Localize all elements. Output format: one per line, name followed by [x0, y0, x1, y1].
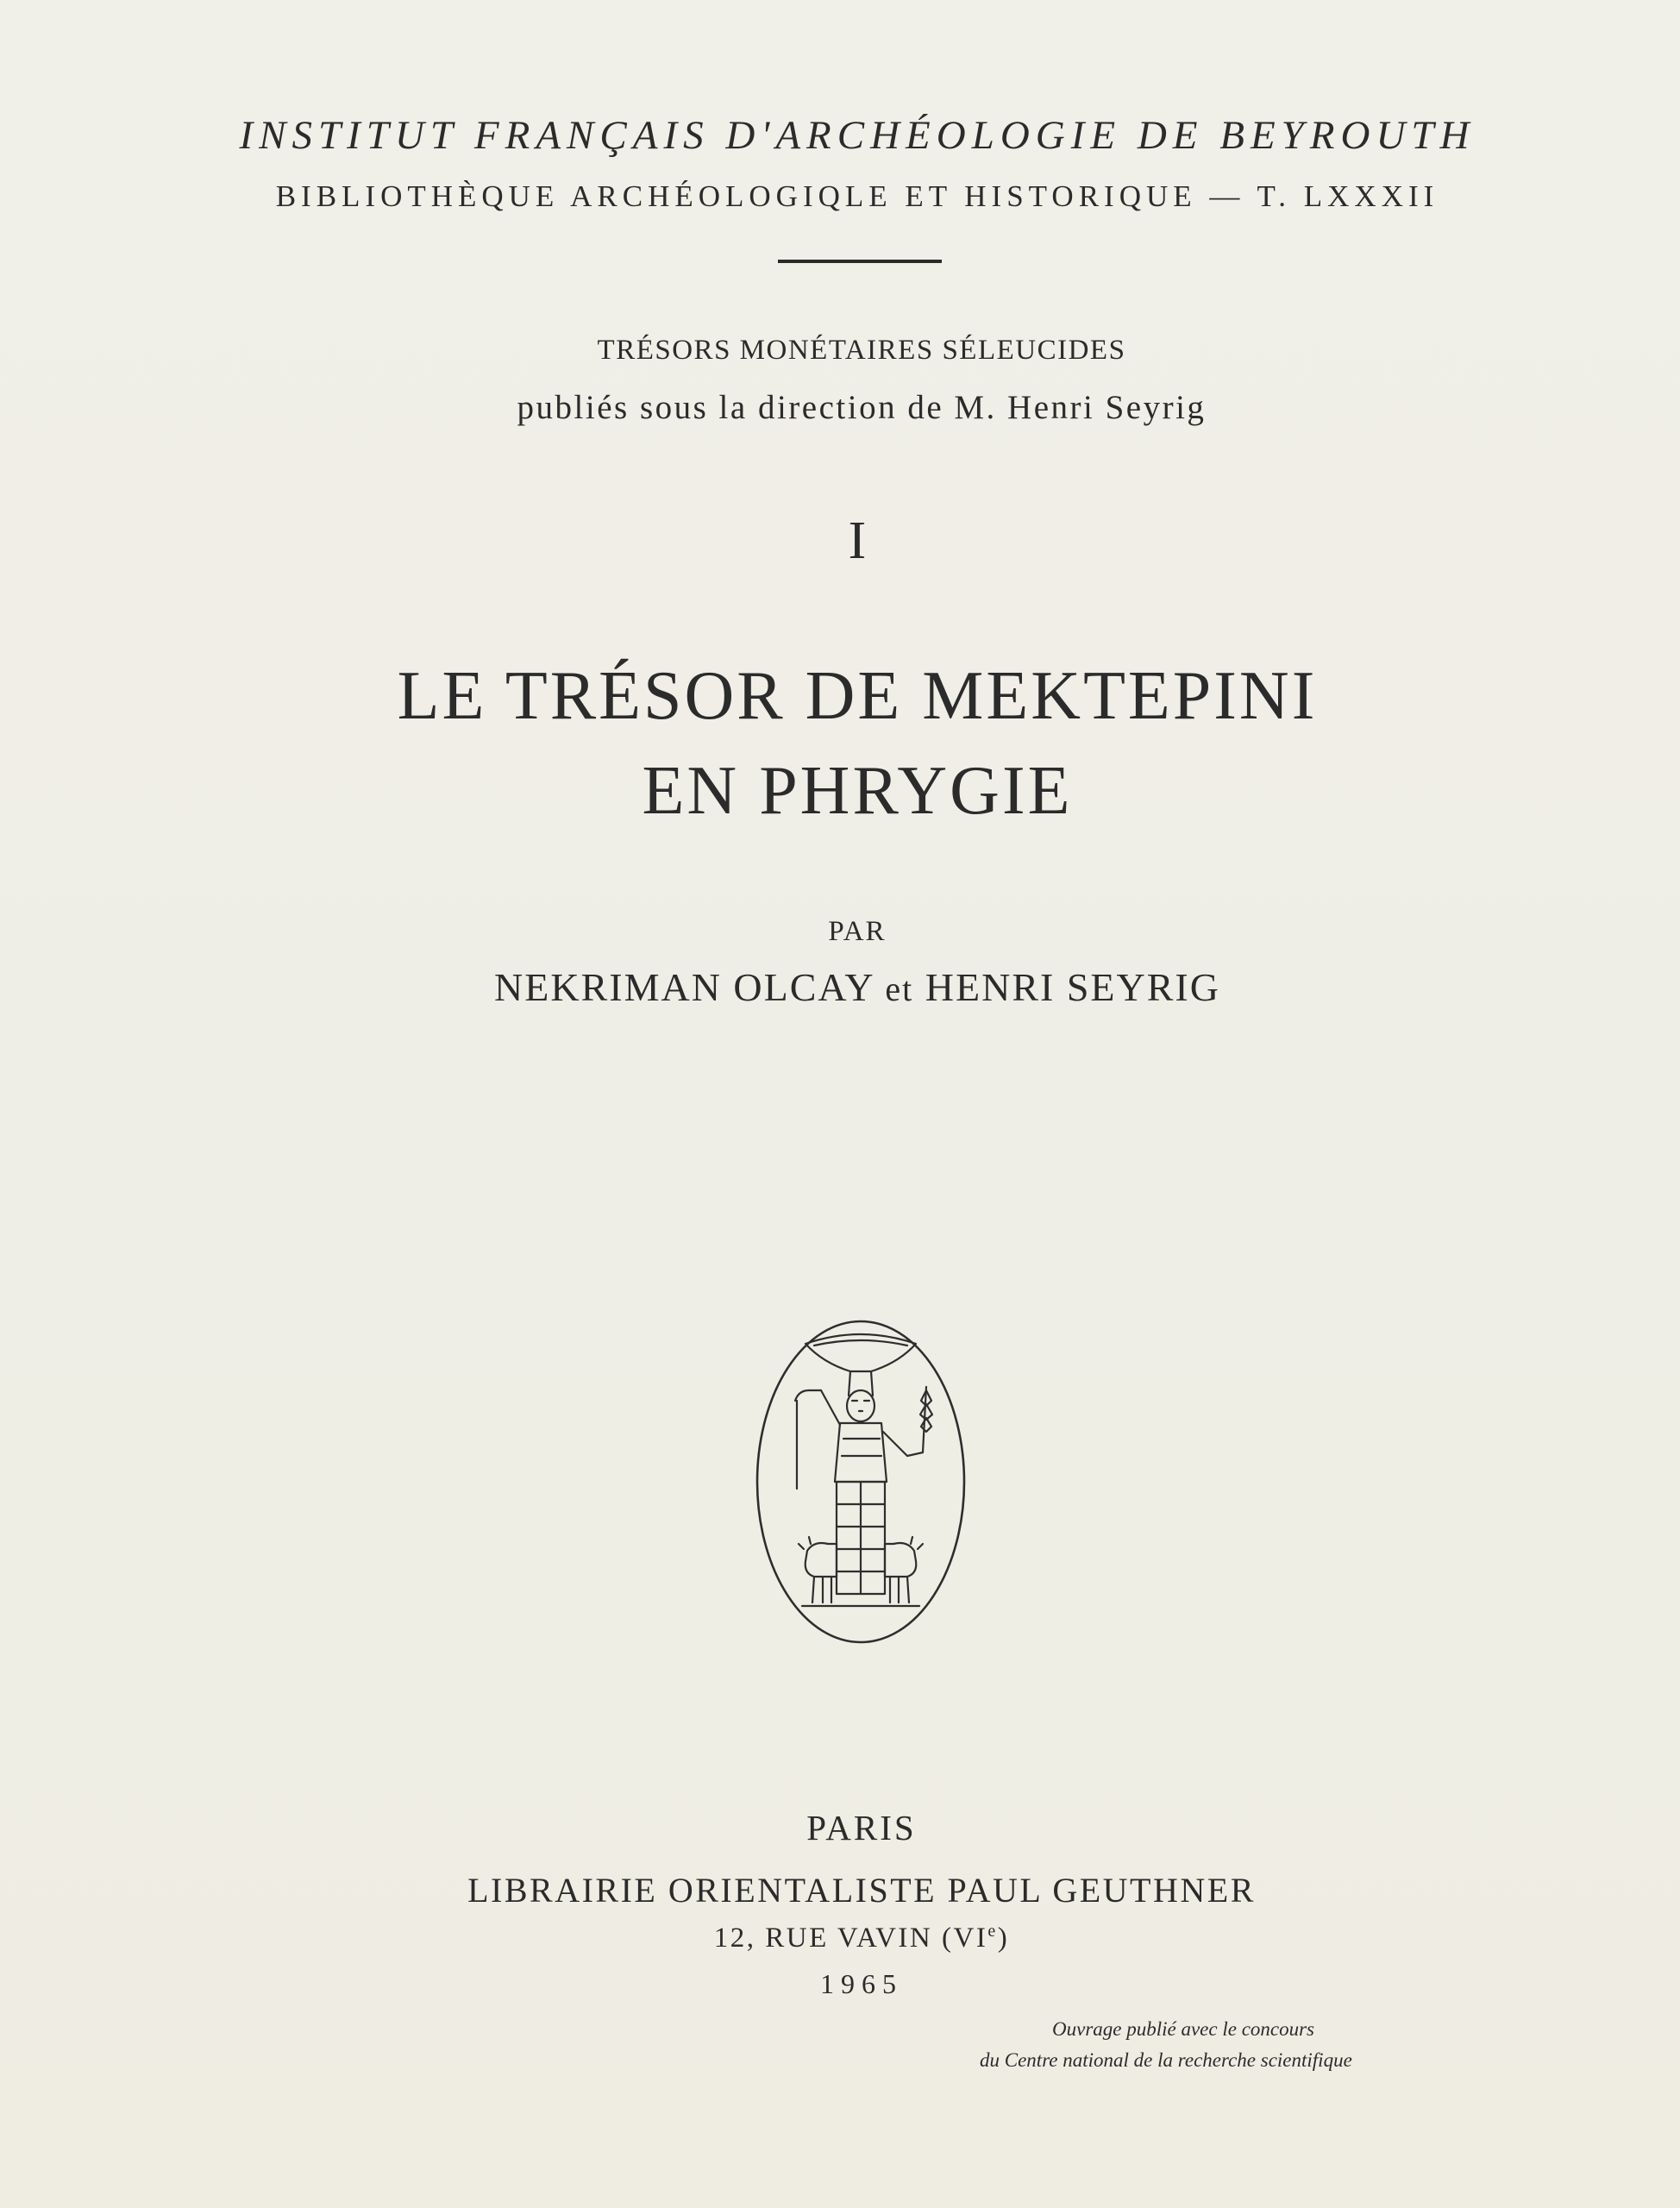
book-title-line-1: LE TRÉSOR DE MEKTEPINI: [397, 658, 1318, 734]
volume-number: I: [848, 511, 867, 570]
author-conjunction: et: [885, 969, 914, 1008]
series-title: BIBLIOTHÈQUE ARCHÉOLOGIQLE ET HISTORIQUE — T. LXXXII: [275, 179, 1439, 213]
institute-name: INSTITUT FRANÇAIS D'ARCHÉOLOGIE DE BEYROUTH: [239, 113, 1476, 158]
imprint-year: 1965: [820, 1968, 903, 1999]
imprint-address: [22, 1922, 1680, 1954]
goddess-seal-icon: [754, 1318, 968, 1646]
address-superscript: e: [987, 1922, 998, 1941]
authors: [17, 964, 1680, 1010]
address-close: ): [997, 1923, 1010, 1954]
address-text: 12, RUE VAVIN (VI: [713, 1923, 988, 1954]
byline-par: PAR: [828, 916, 887, 947]
author-2: HENRI SEYRIG: [925, 965, 1220, 1009]
support-note-line-1: Ouvrage publié avec le concours: [1052, 2018, 1315, 2040]
author-1: NEKRIMAN OLCAY: [494, 965, 874, 1009]
support-note-line-2: du Centre national de la recherche scientifique: [980, 2049, 1352, 2071]
imprint-city: PARIS: [806, 1808, 917, 1847]
imprint-publisher: LIBRAIRIE ORIENTALISTE PAUL GEUTHNER: [467, 1871, 1256, 1910]
book-title-line-2: EN PHRYGIE: [642, 753, 1073, 829]
collection-direction: publiés sous la direction de M. Henri Seyrig: [517, 389, 1207, 426]
divider-rule: [778, 260, 942, 263]
collection-name: TRÉSORS MONÉTAIRES SÉLEUCIDES: [597, 335, 1126, 366]
